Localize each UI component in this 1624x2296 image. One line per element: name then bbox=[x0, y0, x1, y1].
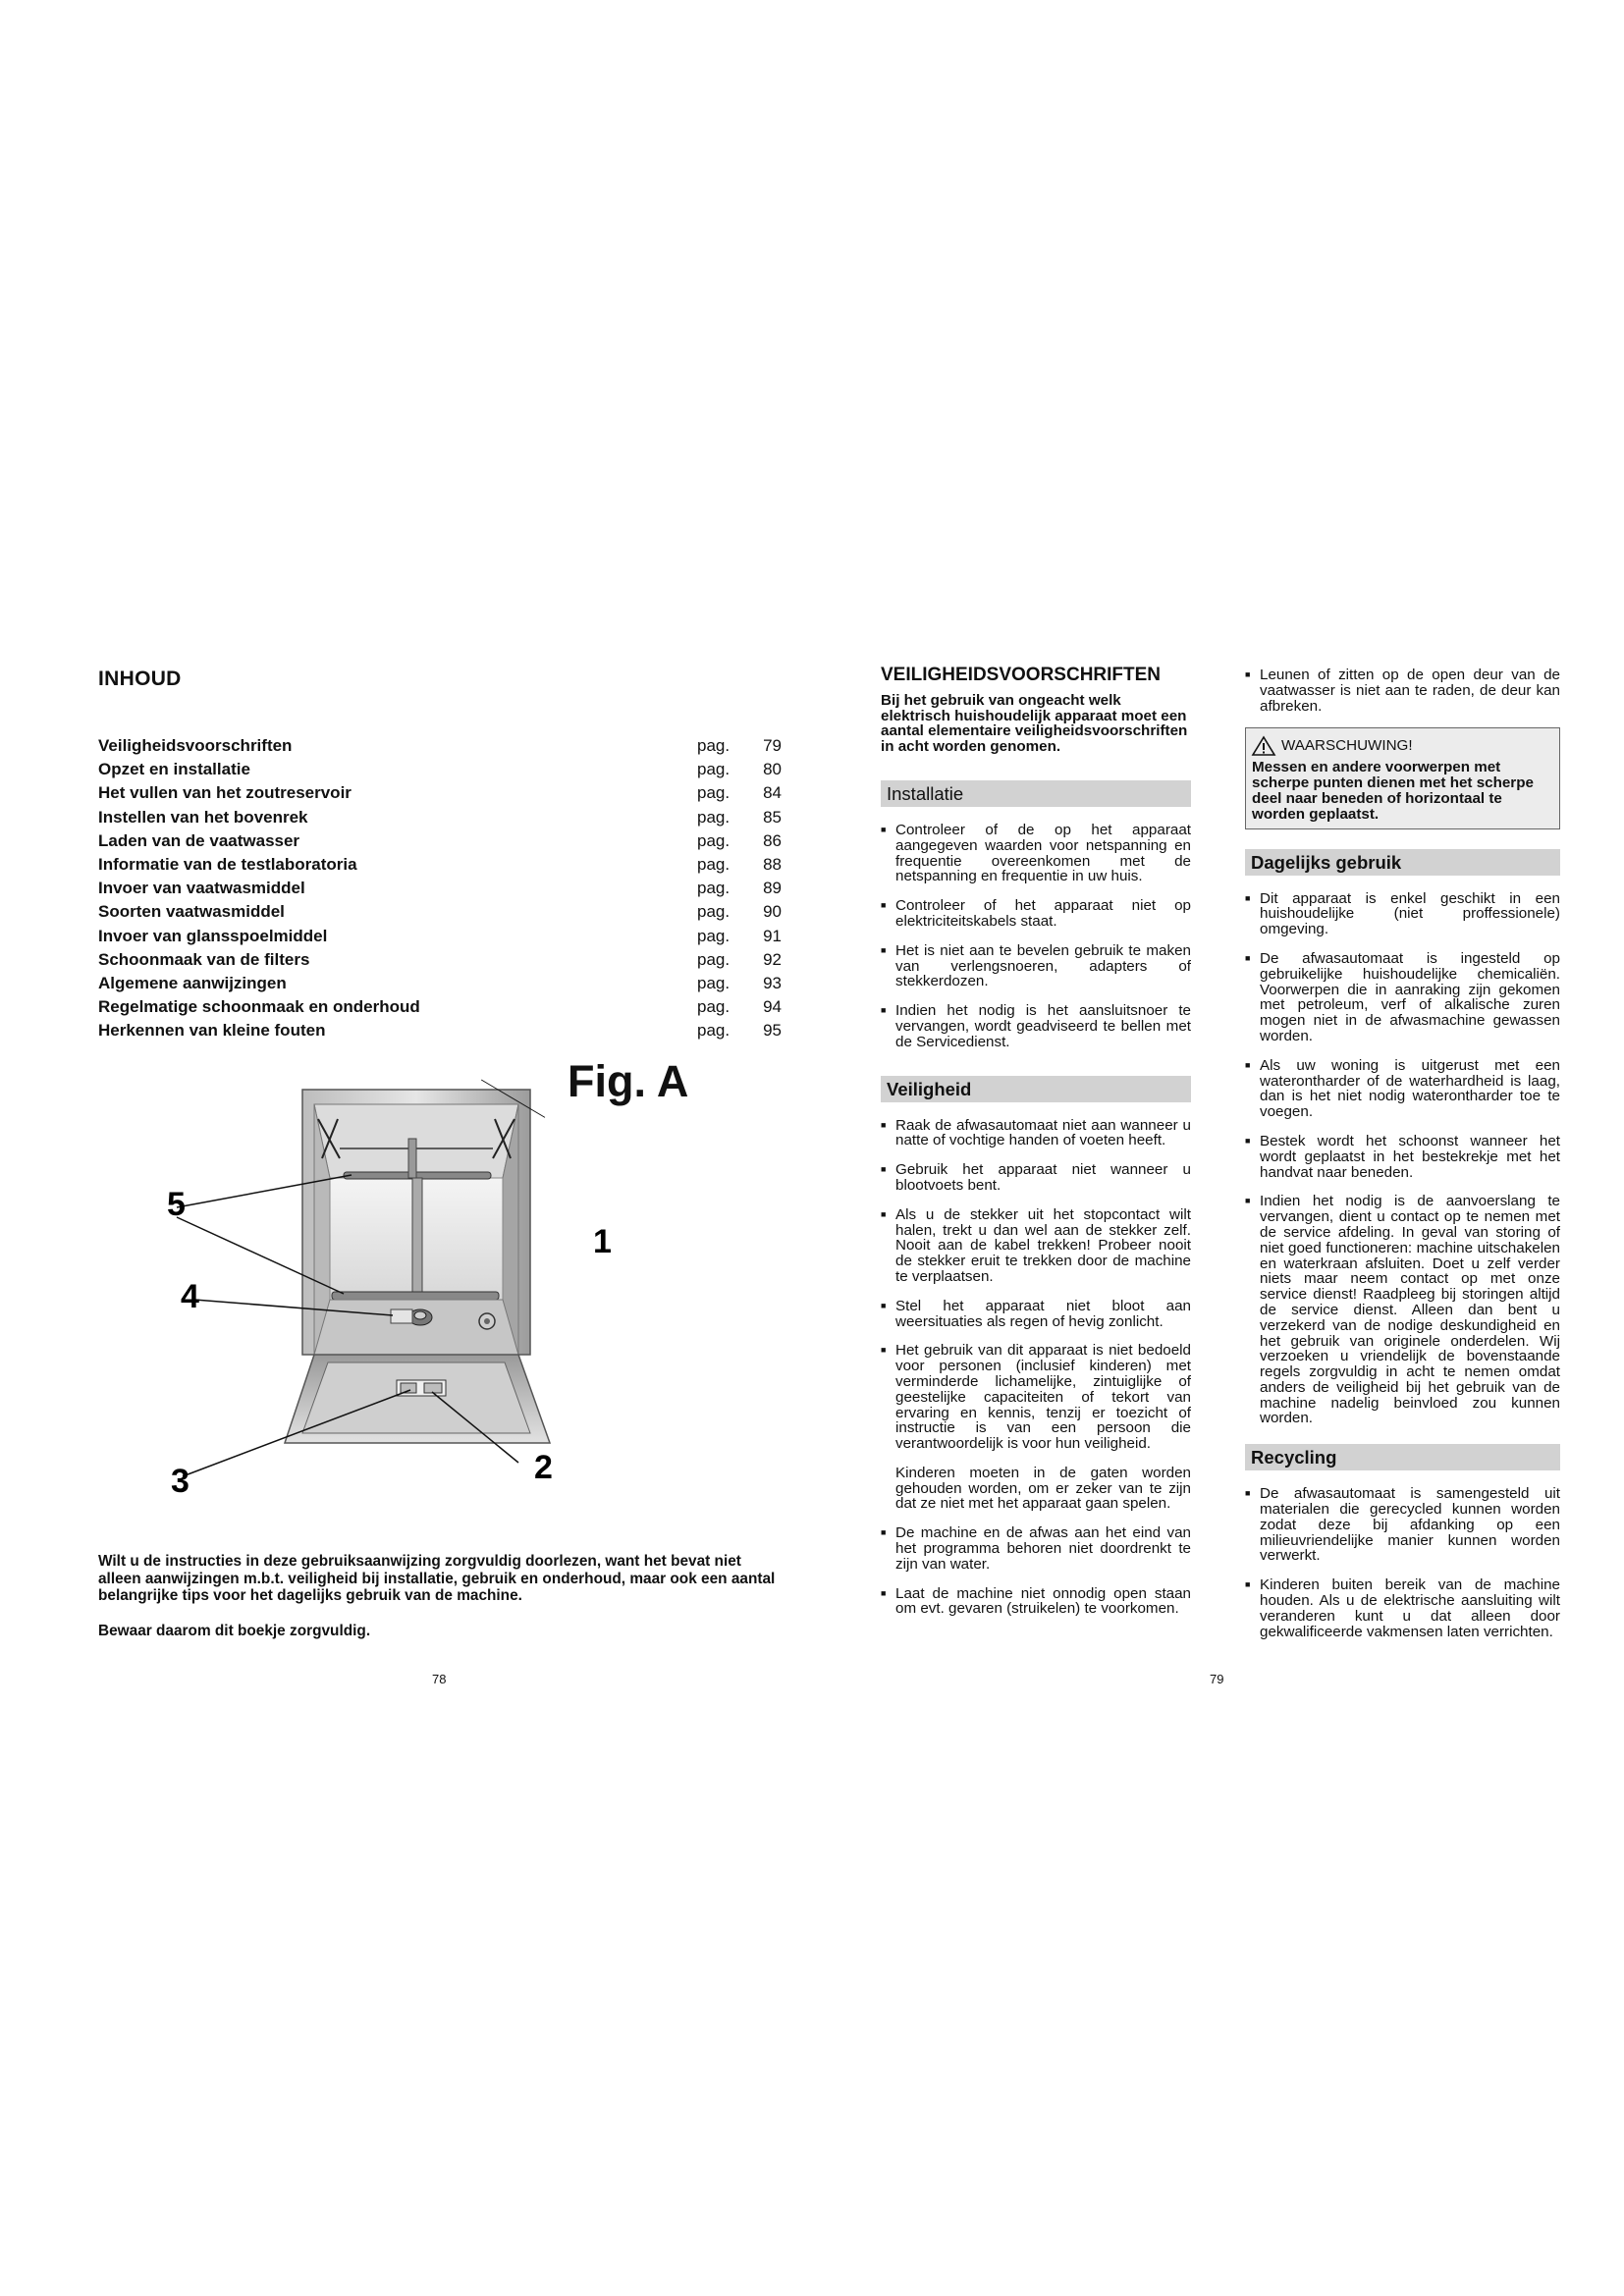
toc-label: Invoer van glansspoelmiddel bbox=[98, 926, 328, 945]
list-item: ■ Bestek wordt het schoonst wanneer het wordt geplaatst in het bestekrekje met het handvat naar beneden. bbox=[1245, 1134, 1560, 1180]
toc-page-number: 92 bbox=[763, 949, 782, 969]
warning-triangle-icon bbox=[1252, 736, 1275, 756]
toc-pag: pag. bbox=[697, 807, 731, 827]
toc-page-number: 90 bbox=[763, 902, 782, 922]
toc-pag: pag. bbox=[697, 736, 731, 755]
toc-pag: pag. bbox=[697, 760, 731, 779]
toc-label: Informatie van de testlaboratoria bbox=[98, 854, 357, 874]
section-dagelijks: Dagelijks gebruik bbox=[1245, 849, 1560, 876]
dagelijks-list bbox=[1245, 891, 1560, 1427]
toc-title: INHOUD bbox=[98, 667, 182, 690]
list-item: ■ Stel het apparaat niet bloot aan weersituaties als regen of hevig zonlicht. bbox=[881, 1299, 1191, 1330]
safety-title: VEILIGHEIDSVOORSCHRIFTEN bbox=[881, 665, 1162, 685]
warning-box bbox=[1245, 727, 1560, 828]
toc-page-number: 95 bbox=[763, 1021, 782, 1041]
toc-label: Invoer van vaatwasmiddel bbox=[98, 879, 305, 898]
list-item: ■ Het gebruik van dit apparaat is niet bedoeld voor personen (inclusief kinderen) met verminderde lichamelijke, zintuiglijke of geestelijke capaciteiten of tekort van ervaring en kennis, tenzij er toezicht of instructie is van een persoon die verantwoordelijk is voor hun veiligheid. bbox=[881, 1343, 1191, 1452]
toc-page-number: 86 bbox=[763, 830, 782, 850]
table-of-contents bbox=[98, 734, 782, 1042]
list-item: ■ Als u de stekker uit het stopcontact wilt halen, trekt u dan wel aan de stekker zelf. Nooit aan de kabel trekken! Probeer nooit de stekker eruit te trekken door de machine te verplaatsen. bbox=[881, 1207, 1191, 1285]
list-item: ■ Dit apparaat is enkel geschikt in een huishoudelijke (niet proffessionele) omgeving. bbox=[1245, 891, 1560, 937]
toc-row bbox=[98, 758, 782, 781]
toc-row bbox=[98, 1019, 782, 1042]
toc-label: Opzet en installatie bbox=[98, 760, 250, 779]
toc-label: Algemene aanwijzingen bbox=[98, 973, 287, 992]
veiligheid-paragraph: Kinderen moeten in de gaten worden gehouden worden, om er zeker van te zijn dat ze niet met het apparaat gaan spelen. bbox=[895, 1464, 1191, 1513]
toc-pag: pag. bbox=[697, 926, 731, 945]
safety-lead: Bij het gebruik van ongeacht welk elektrisch huishoudelijk apparaat moet een aantal elementaire veiligheidsvoorschriften in acht worden genomen. bbox=[881, 691, 1188, 756]
toc-label: Het vullen van het zoutreservoir bbox=[98, 783, 352, 803]
toc-label: Instellen van het bovenrek bbox=[98, 807, 308, 827]
list-item: ■ Gebruik het apparaat niet wanneer u blootvoets bent. bbox=[881, 1162, 1191, 1194]
veiligheid-list-2 bbox=[881, 1525, 1191, 1617]
toc-label: Veiligheidsvoorschriften bbox=[98, 736, 293, 755]
veiligheid-list bbox=[881, 1118, 1191, 1452]
toc-pag: pag. bbox=[697, 949, 731, 969]
toc-label: Laden van de vaatwasser bbox=[98, 830, 300, 850]
installatie-list bbox=[881, 823, 1191, 1050]
toc-row bbox=[98, 877, 782, 900]
toc-row bbox=[98, 948, 782, 972]
callout-4: 4 bbox=[181, 1278, 199, 1315]
list-item: ■ Controleer of de op het apparaat aangegeven waarden voor netspanning en frequentie overeenkomen met de netspanning en frequentie in uw huis. bbox=[881, 823, 1191, 884]
toc-row bbox=[98, 806, 782, 829]
toc-pag: pag. bbox=[697, 783, 731, 803]
section-installatie: Installatie bbox=[881, 780, 1191, 807]
toc-label: Herkennen van kleine fouten bbox=[98, 1021, 326, 1041]
list-item: ■ De afwasautomaat is samengesteld uit materialen die gerecycled kunnen worden zodat deze bij afdanking op een milieuvriendelijke manier kunnen worden verwerkt. bbox=[1245, 1486, 1560, 1564]
toc-page-number: 91 bbox=[763, 926, 782, 945]
toc-page-number: 88 bbox=[763, 854, 782, 874]
toc-row bbox=[98, 900, 782, 924]
toc-page-number: 94 bbox=[763, 997, 782, 1017]
warning-title: WAARSCHUWING! bbox=[1281, 737, 1413, 755]
toc-label: Regelmatige schoonmaak en onderhoud bbox=[98, 997, 420, 1017]
section-veiligheid: Veiligheid bbox=[881, 1076, 1191, 1102]
page-number-right: 79 bbox=[1210, 1672, 1224, 1686]
figure-label: Fig. A bbox=[568, 1056, 689, 1106]
toc-pag: pag. bbox=[697, 879, 731, 898]
callout-1: 1 bbox=[593, 1223, 612, 1260]
list-item: ■ Leunen of zitten op de open deur van de vaatwasser is niet aan te raden, de deur kan afbreken. bbox=[1245, 667, 1560, 714]
intro-paragraph: Wilt u de instructies in deze gebruiksaanwijzing zorgvuldig doorlezen, want het bevat niet alleen aanwijzingen m.b.t. veiligheid bij installatie, gebruik en onderhoud, maar ook een aantal belangrijke tips voor het dagelijks gebruik van de machine. bbox=[98, 1553, 776, 1604]
keep-note: Bewaar daarom dit boekje zorgvuldig. bbox=[98, 1623, 371, 1639]
toc-row bbox=[98, 853, 782, 877]
warning-text: Messen en andere voorwerpen met scherpe punten dienen met het scherpe deel naar beneden of horizontaal te worden geplaatst. bbox=[1252, 759, 1534, 823]
toc-label: Soorten vaatwasmiddel bbox=[98, 902, 285, 922]
list-item: ■ Als uw woning is uitgerust met een waterontharder of de waterhardheid is laag, dan is het niet nodig waterontharder toe te voegen. bbox=[1245, 1058, 1560, 1120]
toc-row bbox=[98, 972, 782, 995]
safety-column-1 bbox=[881, 667, 1191, 1630]
safety-column-2 bbox=[1245, 667, 1560, 1653]
list-item: ■ Het is niet aan te bevelen gebruik te maken van verlengsnoeren, adapters of stekkerdozen. bbox=[881, 943, 1191, 989]
toc-pag: pag. bbox=[697, 973, 731, 992]
list-item: ■ Laat de machine niet onnodig open staan om evt. gevaren (struikelen) te voorkomen. bbox=[881, 1586, 1191, 1618]
toc-pag: pag. bbox=[697, 1021, 731, 1041]
section-recycling: Recycling bbox=[1245, 1444, 1560, 1470]
toc-pag: pag. bbox=[697, 830, 731, 850]
recycling-list bbox=[1245, 1486, 1560, 1639]
toc-row bbox=[98, 829, 782, 853]
toc-row bbox=[98, 995, 782, 1019]
list-item: ■ De afwasautomaat is ingesteld op gebruikelijke huishoudelijke chemicaliën. Voorwerpen die in aanraking zijn gekomen met petroleum, verf of alkalische zuren mogen niet in de afwasmachine gewassen worden. bbox=[1245, 951, 1560, 1044]
list-item: ■ Controleer of het apparaat niet op elektriciteitskabels staat. bbox=[881, 898, 1191, 930]
toc-page-number: 93 bbox=[763, 973, 782, 992]
toc-page-number: 79 bbox=[763, 736, 782, 755]
toc-page-number: 85 bbox=[763, 807, 782, 827]
list-item: ■ Raak de afwasautomaat niet aan wanneer u natte of vochtige handen of voeten heeft. bbox=[881, 1118, 1191, 1149]
page-number-left: 78 bbox=[432, 1672, 447, 1686]
callout-5: 5 bbox=[167, 1186, 186, 1223]
list-item: ■ Indien het nodig is het aansluitsnoer te vervangen, wordt geadviseerd te bellen met de Servicedienst. bbox=[881, 1003, 1191, 1049]
dishwasher-illustration bbox=[167, 1060, 707, 1522]
list-item: ■ De machine en de afwas aan het eind van het programma behoren niet doordrenkt te zijn van water. bbox=[881, 1525, 1191, 1572]
toc-pag: pag. bbox=[697, 854, 731, 874]
toc-page-number: 84 bbox=[763, 783, 782, 803]
toc-page-number: 89 bbox=[763, 879, 782, 898]
toc-pag: pag. bbox=[697, 902, 731, 922]
toc-row bbox=[98, 734, 782, 758]
toc-pag: pag. bbox=[697, 997, 731, 1017]
callout-3: 3 bbox=[171, 1463, 189, 1500]
toc-row bbox=[98, 781, 782, 805]
toc-row bbox=[98, 925, 782, 948]
list-item: ■ Kinderen buiten bereik van de machine houden. Als u de elektrische aansluiting wilt veranderen kunt u dat alleen door gekwalificeerde vakmensen laten verrichten. bbox=[1245, 1577, 1560, 1639]
toc-label: Schoonmaak van de filters bbox=[98, 949, 310, 969]
toc-page-number: 80 bbox=[763, 760, 782, 779]
callout-2: 2 bbox=[534, 1449, 553, 1486]
list-item: ■ Indien het nodig is de aanvoerslang te vervangen, dient u contact op te nemen met de service afdeling. In geval van storing of niet goed functioneren: machine uitschakelen en waterkraan afsluiten. Doet u zelf verder niets maar neem contact op met onze service dienst! Raadpleeg bij storingen altijd de service dienst. Alleen dan bent u verzekerd van de nodige deskundigheid en het gebruik van originele onderdelen. Wij verzoeken u vriendelijk de bovenstaande regels zorgvuldig in acht te nemen omdat anders de veiligheid bij het gebruik van de machine nadelig beinvloed zou kunnen worden. bbox=[1245, 1194, 1560, 1426]
